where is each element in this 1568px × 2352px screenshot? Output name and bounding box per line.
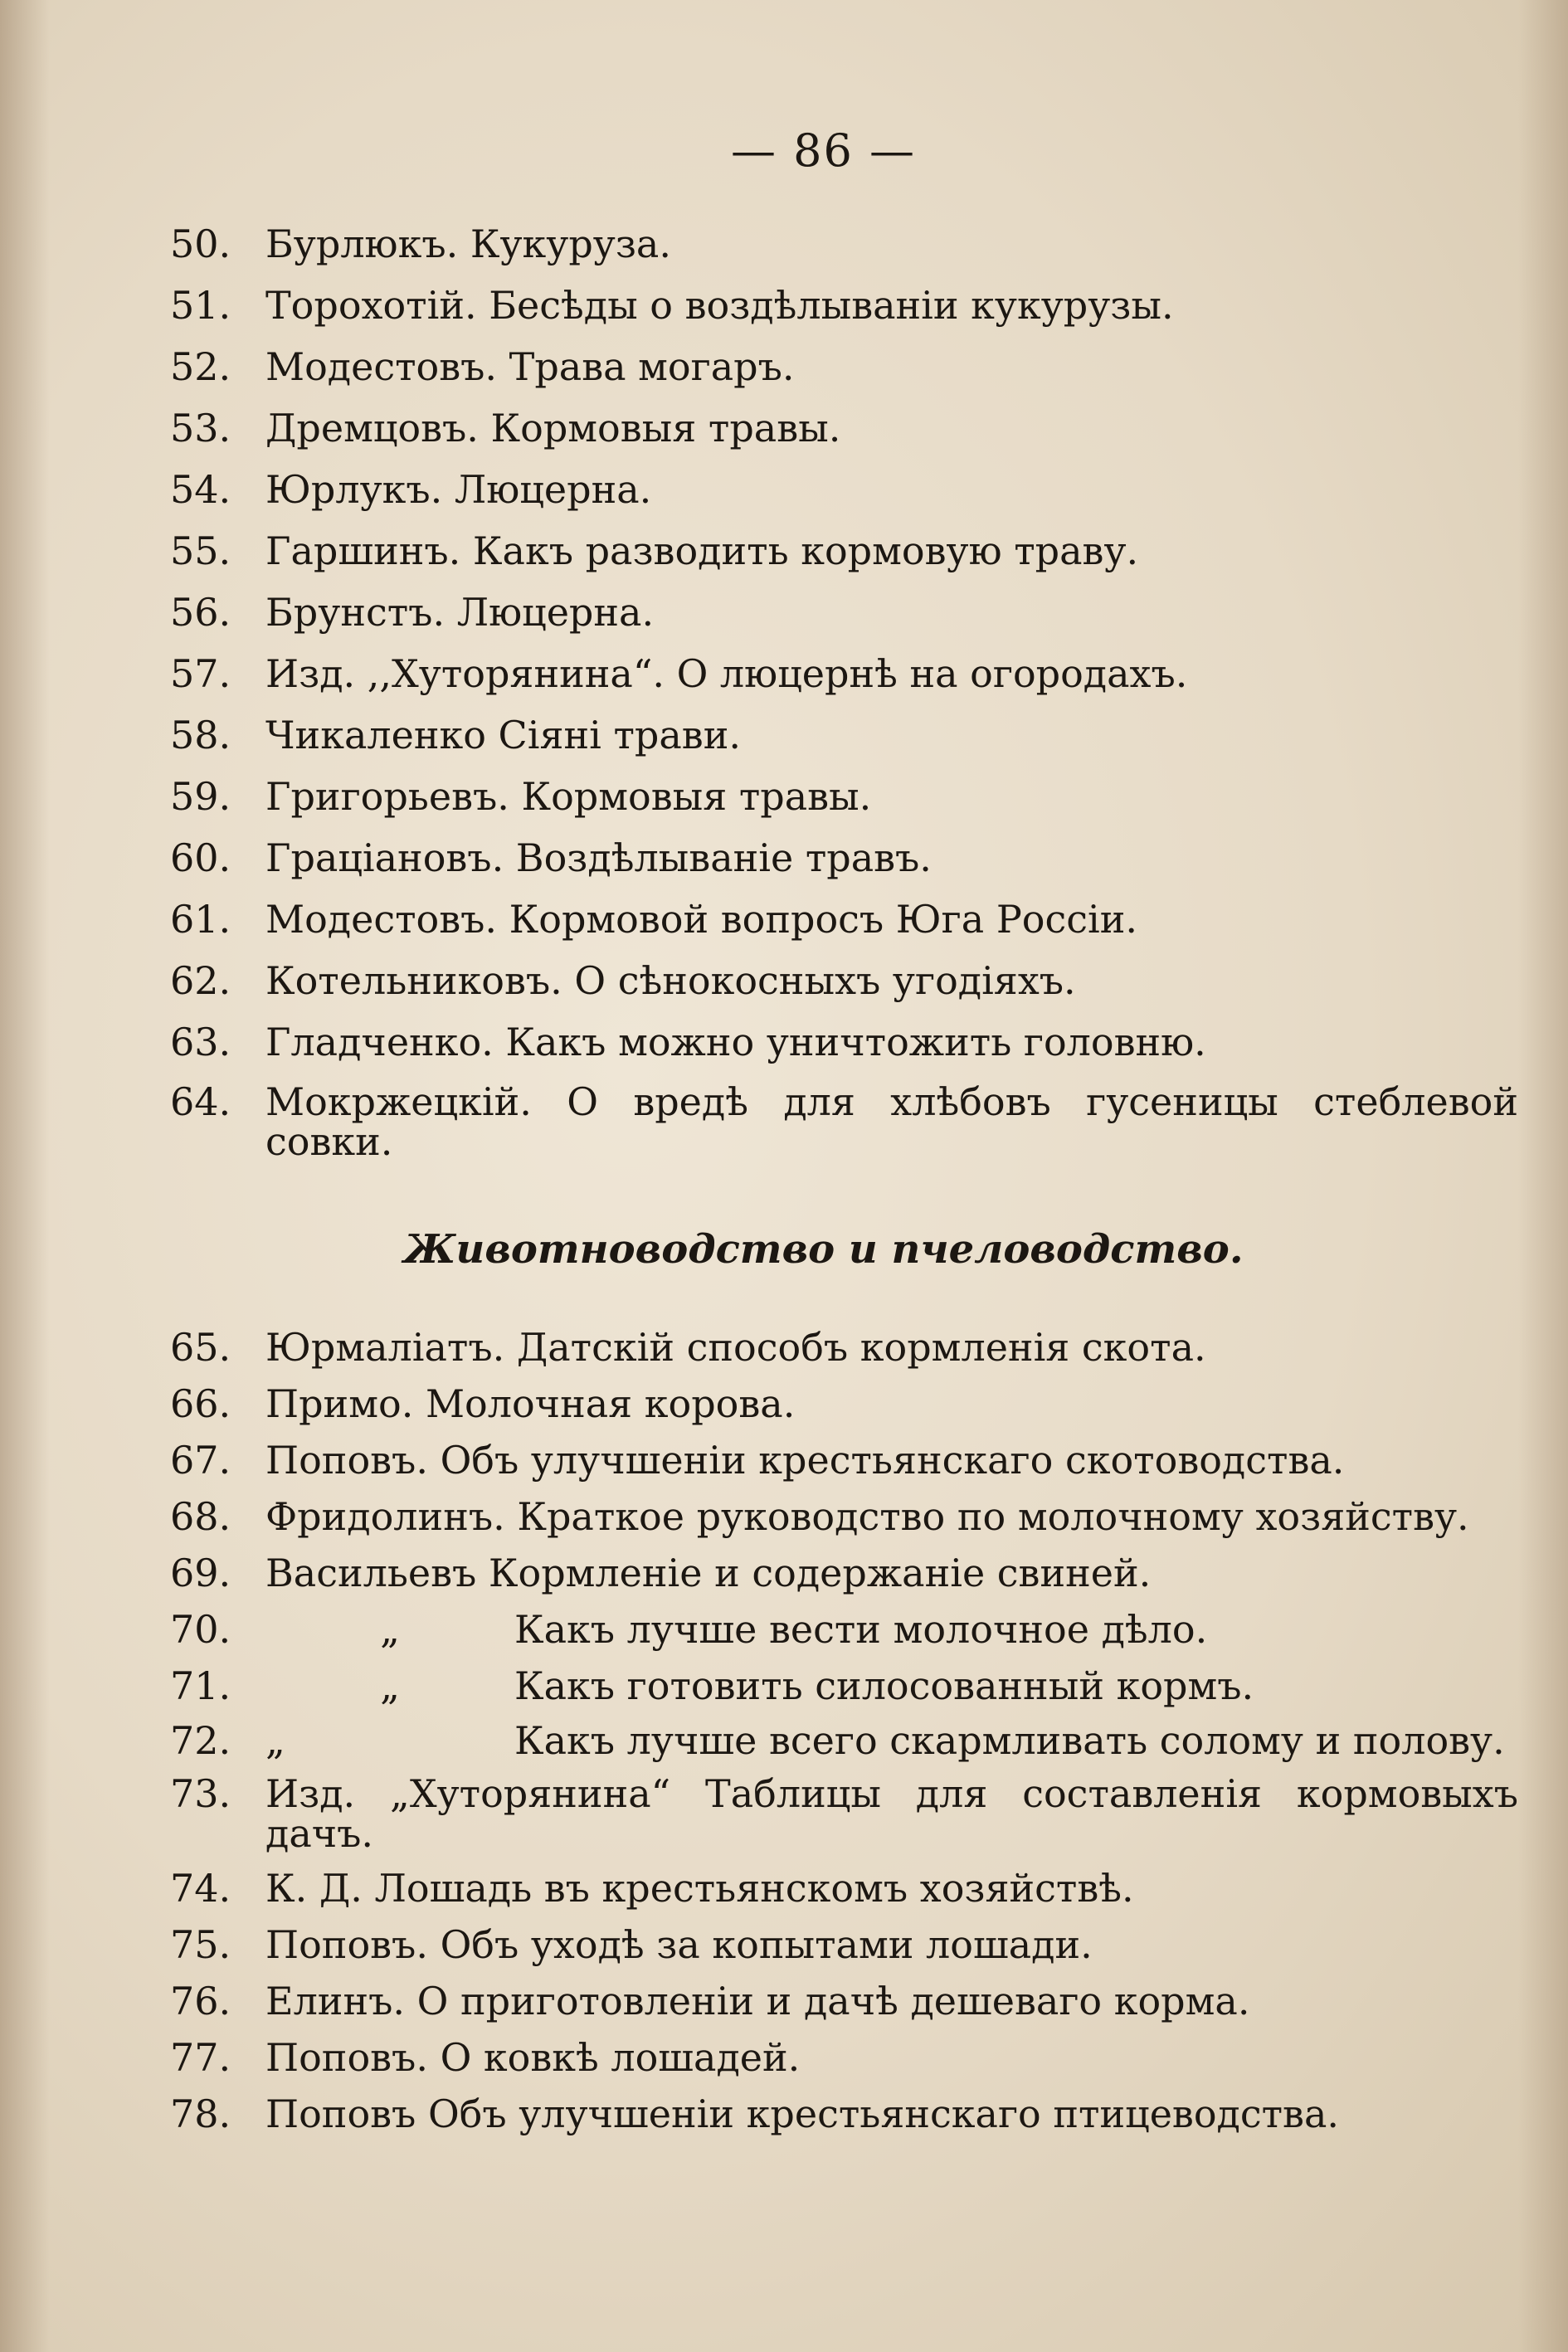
entry-text: Модестовъ. Кормовой вопросъ Юга Россіи. [265,897,1137,942]
entry-number: 64. [170,1079,231,1124]
ditto-mark: „ [380,1663,400,1708]
list-item [170,1867,1535,1910]
entry-number: 66. [170,1381,231,1426]
list-item [170,959,1535,1002]
entry-text: Поповъ. Объ улучшеніи крестьянскаго скотоводства. [265,1438,1345,1483]
list-item [170,2036,1535,2079]
entry-number: 52. [170,344,231,389]
entry-number: 50. [170,222,231,266]
entry-text: Чикаленко Сіяні трави. [265,713,741,757]
list-item [170,1923,1535,1966]
entry-text: Фридолинъ. Краткое руководство по молочному хозяйству. [265,1494,1469,1539]
entry-number: 67. [170,1438,231,1483]
entry-text: Юрлукъ. Люцерна. [265,467,652,512]
list-item [170,1979,1535,2023]
entry-text: Котельниковъ. О сѣнокосныхъ угодіяхъ. [265,958,1076,1003]
entry-number: 72. [170,1718,231,1763]
entry-text: Юрмаліатъ. Датскій способъ кормленія скота. [265,1325,1206,1370]
entry-list-livestock [170,1326,1535,2149]
list-item [170,775,1535,818]
list-item [170,836,1535,879]
entry-number: 76. [170,1979,231,2023]
list-item [170,1326,1535,1369]
entry-text: Гладченко. Какъ можно уничтожить головню. [265,1020,1206,1064]
entry-text: Васильевъ Кормленіе и содержаніе свиней. [265,1551,1152,1595]
page-number: — 86 — [730,124,917,177]
entry-text: Елинъ. О приготовленіи и дачѣ дешеваго корма. [265,1979,1250,2023]
entry-number: 77. [170,2035,231,2080]
list-item [170,713,1535,757]
list-item [170,468,1535,511]
entry-text: Поповъ. Объ уходѣ за копытами лошади. [265,1922,1093,1967]
ditto-mark: „ [380,1607,400,1652]
entry-number: 57. [170,651,231,696]
page-edge-shadow-left [0,0,50,2352]
entry-text: Какъ лучше всего скармливать солому и полову. [514,1718,1505,1763]
entry-number: 73. [170,1771,231,1816]
list-item [170,345,1535,388]
entry-text: Брунстъ. Люцерна. [265,590,655,635]
entry-text: Примо. Молочная корова. [265,1381,796,1426]
entry-number: 65. [170,1325,231,1370]
entry-text: К. Д. Лошадь въ крестьянскомъ хозяйствѣ. [265,1866,1134,1911]
entry-text: Мокржецкій. О вредѣ для хлѣбовъ гусеницы стеблевой совки. [265,1079,1518,1164]
entry-list-forage-crops [170,222,1535,1180]
entry-number: 59. [170,774,231,819]
list-item [170,1771,1518,1856]
entry-text: Граціановъ. Воздѣлываніе травъ. [265,835,932,880]
entry-text: Изд. ,,Хуторянина“. О люцернѣ на огородахъ. [265,651,1188,696]
entry-number: 68. [170,1494,231,1539]
ditto-mark: „ [265,1718,285,1763]
entry-number: 54. [170,467,231,512]
entry-text: Какъ лучше вести молочное дѣло. [514,1607,1208,1652]
entry-number: 69. [170,1551,231,1595]
entry-text: Григорьевъ. Кормовыя травы. [265,774,872,819]
list-item [170,1495,1535,1538]
entry-text: Поповъ Объ улучшеніи крестьянскаго птицеводства. [265,2091,1339,2136]
entry-number: 71. [170,1663,231,1708]
list-item [170,284,1535,327]
entry-number: 62. [170,958,231,1003]
entry-text: Поповъ. О ковкѣ лошадей. [265,2035,801,2080]
list-item [170,222,1535,265]
entry-number: 51. [170,283,231,328]
entry-text: Какъ готовить силосованный кормъ. [514,1663,1254,1708]
list-item [170,1382,1535,1425]
entry-number: 56. [170,590,231,635]
list-item [170,898,1535,941]
entry-number: 60. [170,835,231,880]
entry-number: 74. [170,1866,231,1911]
list-item [170,652,1535,695]
list-item [170,591,1535,634]
entry-number: 61. [170,897,231,942]
entry-number: 70. [170,1607,231,1652]
entry-text: Гаршинъ. Какъ разводить кормовую траву. [265,528,1139,573]
list-item [170,1718,1518,1763]
section-heading: Животноводство и пчеловодство. [403,1226,1244,1273]
list-item [170,2092,1535,2135]
list-item [170,1020,1535,1064]
entry-number: 58. [170,713,231,757]
entry-text: Дремцовъ. Кормовыя травы. [265,406,841,450]
list-item [170,529,1535,572]
list-item [170,1664,1535,1707]
entry-number: 75. [170,1922,231,1967]
entry-number: 53. [170,406,231,450]
entry-text: Изд. „Хуторянина“ Таблицы для составленія кормовыхъ дачъ. [265,1771,1518,1856]
entry-number: 63. [170,1020,231,1064]
entry-text: Бурлюкъ. Кукуруза. [265,222,671,266]
list-item [170,1439,1535,1482]
list-item [170,1079,1518,1164]
list-item [170,407,1535,450]
entry-number: 78. [170,2091,231,2136]
entry-number: 55. [170,528,231,573]
entry-text: Торохотій. Бесѣды о воздѣлываніи кукурузы. [265,283,1174,328]
entry-text: Модестовъ. Трава могаръ. [265,344,795,389]
list-item [170,1608,1535,1651]
list-item [170,1551,1535,1595]
